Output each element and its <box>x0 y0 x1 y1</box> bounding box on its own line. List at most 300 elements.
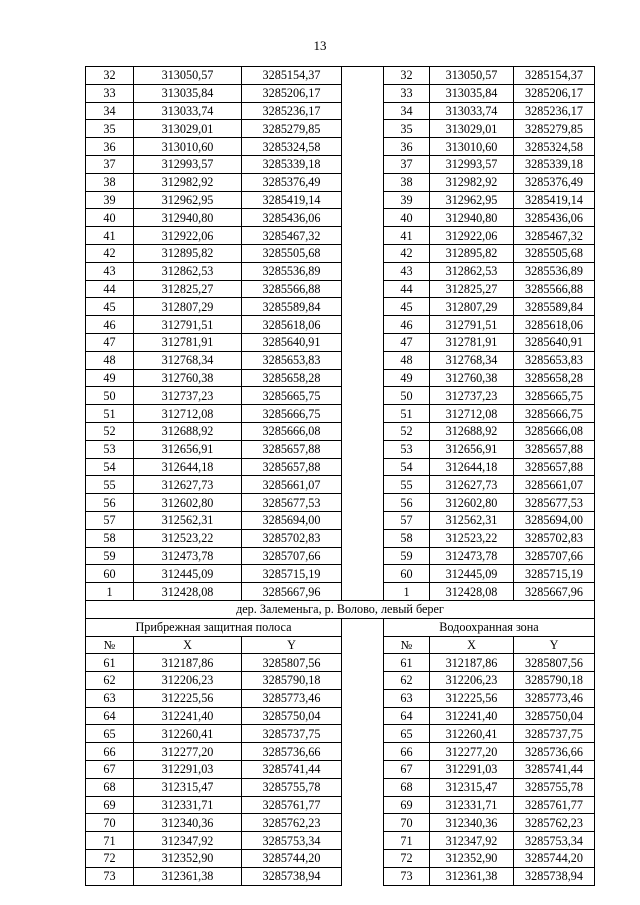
table-row <box>86 244 595 262</box>
y-cell: 3285755,78 <box>242 778 342 796</box>
table-row <box>86 565 595 583</box>
y-cell: 3285640,91 <box>514 333 595 351</box>
number-cell: 65 <box>86 725 134 743</box>
table-row <box>86 547 595 565</box>
number-cell: 36 <box>86 138 134 156</box>
y-cell: 3285741,44 <box>242 761 342 779</box>
table-row <box>86 850 595 868</box>
x-cell: 312982,92 <box>134 173 242 191</box>
x-cell: 312473,78 <box>430 547 514 565</box>
number-cell: 38 <box>86 173 134 191</box>
left-group-header: Прибрежная защитная полоса <box>86 618 342 636</box>
number-cell: 54 <box>384 458 430 476</box>
number-cell: 70 <box>86 814 134 832</box>
table-row <box>86 583 595 601</box>
table-row <box>86 796 595 814</box>
x-cell: 312445,09 <box>430 565 514 583</box>
table-row <box>86 494 595 512</box>
column-gap <box>342 636 384 654</box>
y-cell: 3285536,89 <box>242 262 342 280</box>
x-cell: 312291,03 <box>430 761 514 779</box>
y-cell: 3285744,20 <box>242 850 342 868</box>
table-row <box>86 405 595 423</box>
table-row <box>86 351 595 369</box>
number-cell: 49 <box>384 369 430 387</box>
x-cell: 312768,34 <box>134 351 242 369</box>
number-cell: 59 <box>384 547 430 565</box>
y-cell: 3285206,17 <box>242 84 342 102</box>
x-cell: 312993,57 <box>134 155 242 173</box>
table-row <box>86 316 595 334</box>
number-cell: 50 <box>86 387 134 405</box>
x-cell: 312361,38 <box>134 867 242 885</box>
y-cell: 3285737,75 <box>514 725 595 743</box>
x-header: X <box>430 636 514 654</box>
y-cell: 3285467,32 <box>242 227 342 245</box>
y-cell: 3285750,04 <box>242 707 342 725</box>
x-cell: 312347,92 <box>134 832 242 850</box>
number-cell: 44 <box>384 280 430 298</box>
x-cell: 312895,82 <box>430 244 514 262</box>
column-gap <box>342 138 384 156</box>
number-cell: 72 <box>86 850 134 868</box>
column-gap <box>342 458 384 476</box>
x-cell: 313050,57 <box>134 67 242 85</box>
x-cell: 312260,41 <box>134 725 242 743</box>
table-row <box>86 743 595 761</box>
number-cell: 56 <box>86 494 134 512</box>
table-row <box>86 476 595 494</box>
number-cell: 57 <box>86 511 134 529</box>
x-cell: 312428,08 <box>430 583 514 601</box>
number-cell: 63 <box>86 689 134 707</box>
x-cell: 312922,06 <box>134 227 242 245</box>
x-cell: 312602,80 <box>134 494 242 512</box>
number-cell: 64 <box>86 707 134 725</box>
x-cell: 312206,23 <box>430 672 514 690</box>
column-gap <box>342 689 384 707</box>
table-row <box>86 138 595 156</box>
x-cell: 312187,86 <box>430 654 514 672</box>
number-cell: 72 <box>384 850 430 868</box>
number-cell: 60 <box>384 565 430 583</box>
number-cell: 67 <box>384 761 430 779</box>
table-row <box>86 707 595 725</box>
x-cell: 312982,92 <box>430 173 514 191</box>
number-cell: 48 <box>86 351 134 369</box>
y-cell: 3285279,85 <box>242 120 342 138</box>
number-cell: 55 <box>384 476 430 494</box>
x-cell: 312781,91 <box>134 333 242 351</box>
y-cell: 3285236,17 <box>514 102 595 120</box>
column-gap <box>342 850 384 868</box>
number-cell: 35 <box>86 120 134 138</box>
x-cell: 312277,20 <box>430 743 514 761</box>
y-cell: 3285419,14 <box>242 191 342 209</box>
y-cell: 3285467,32 <box>514 227 595 245</box>
x-cell: 312688,92 <box>430 422 514 440</box>
x-cell: 312206,23 <box>134 672 242 690</box>
x-cell: 312315,47 <box>134 778 242 796</box>
x-cell: 312807,29 <box>430 298 514 316</box>
x-cell: 312962,95 <box>430 191 514 209</box>
number-cell: 33 <box>86 84 134 102</box>
y-cell: 3285761,77 <box>514 796 595 814</box>
y-cell: 3285505,68 <box>242 244 342 262</box>
x-cell: 312331,71 <box>430 796 514 814</box>
y-cell: 3285658,28 <box>242 369 342 387</box>
column-gap <box>342 369 384 387</box>
y-cell: 3285566,88 <box>242 280 342 298</box>
number-cell: 53 <box>384 440 430 458</box>
number-cell: 1 <box>86 583 134 601</box>
number-header: № <box>86 636 134 654</box>
y-cell: 3285653,83 <box>514 351 595 369</box>
table-row <box>86 761 595 779</box>
x-cell: 313033,74 <box>430 102 514 120</box>
number-cell: 59 <box>86 547 134 565</box>
y-cell: 3285618,06 <box>242 316 342 334</box>
x-cell: 312825,27 <box>134 280 242 298</box>
number-cell: 43 <box>384 262 430 280</box>
x-cell: 312781,91 <box>430 333 514 351</box>
x-cell: 312473,78 <box>134 547 242 565</box>
x-cell: 312760,38 <box>430 369 514 387</box>
column-gap <box>342 494 384 512</box>
y-cell: 3285376,49 <box>514 173 595 191</box>
number-cell: 70 <box>384 814 430 832</box>
y-cell: 3285790,18 <box>514 672 595 690</box>
x-cell: 313010,60 <box>430 138 514 156</box>
y-cell: 3285738,94 <box>514 867 595 885</box>
x-cell: 312315,47 <box>430 778 514 796</box>
table-row <box>86 120 595 138</box>
x-cell: 312760,38 <box>134 369 242 387</box>
y-cell: 3285753,34 <box>242 832 342 850</box>
x-cell: 312331,71 <box>134 796 242 814</box>
number-cell: 49 <box>86 369 134 387</box>
column-gap <box>342 227 384 245</box>
number-cell: 52 <box>384 422 430 440</box>
number-cell: 54 <box>86 458 134 476</box>
x-cell: 312862,53 <box>134 262 242 280</box>
x-cell: 312562,31 <box>430 511 514 529</box>
x-cell: 312656,91 <box>430 440 514 458</box>
y-cell: 3285640,91 <box>242 333 342 351</box>
x-cell: 312291,03 <box>134 761 242 779</box>
x-cell: 312712,08 <box>134 405 242 423</box>
column-gap <box>342 262 384 280</box>
x-cell: 312940,80 <box>430 209 514 227</box>
y-cell: 3285761,77 <box>242 796 342 814</box>
x-cell: 312791,51 <box>134 316 242 334</box>
number-cell: 63 <box>384 689 430 707</box>
number-cell: 35 <box>384 120 430 138</box>
table-row <box>86 298 595 316</box>
x-cell: 312737,23 <box>430 387 514 405</box>
column-gap <box>342 316 384 334</box>
y-cell: 3285436,06 <box>242 209 342 227</box>
number-cell: 39 <box>384 191 430 209</box>
x-cell: 312825,27 <box>430 280 514 298</box>
number-cell: 51 <box>86 405 134 423</box>
y-cell: 3285773,46 <box>514 689 595 707</box>
number-header: № <box>384 636 430 654</box>
table-row <box>86 102 595 120</box>
table-row <box>86 84 595 102</box>
number-cell: 55 <box>86 476 134 494</box>
number-cell: 48 <box>384 351 430 369</box>
y-cell: 3285154,37 <box>242 67 342 85</box>
y-cell: 3285661,07 <box>514 476 595 494</box>
number-cell: 64 <box>384 707 430 725</box>
x-cell: 312523,22 <box>134 529 242 547</box>
table-row <box>86 387 595 405</box>
number-cell: 45 <box>384 298 430 316</box>
y-cell: 3285753,34 <box>514 832 595 850</box>
y-cell: 3285589,84 <box>514 298 595 316</box>
column-gap <box>342 280 384 298</box>
x-cell: 312768,34 <box>430 351 514 369</box>
y-cell: 3285661,07 <box>242 476 342 494</box>
x-cell: 312807,29 <box>134 298 242 316</box>
column-gap <box>342 476 384 494</box>
x-cell: 312602,80 <box>430 494 514 512</box>
x-header: X <box>134 636 242 654</box>
y-cell: 3285773,46 <box>242 689 342 707</box>
number-cell: 73 <box>384 867 430 885</box>
y-cell: 3285736,66 <box>514 743 595 761</box>
y-cell: 3285736,66 <box>242 743 342 761</box>
column-gap <box>342 333 384 351</box>
column-gap <box>342 84 384 102</box>
number-cell: 62 <box>86 672 134 690</box>
number-cell: 56 <box>384 494 430 512</box>
number-cell: 52 <box>86 422 134 440</box>
table-row <box>86 155 595 173</box>
column-gap <box>342 209 384 227</box>
column-gap <box>342 120 384 138</box>
y-cell: 3285667,96 <box>514 583 595 601</box>
table-row <box>86 511 595 529</box>
y-cell: 3285376,49 <box>242 173 342 191</box>
table-row <box>86 689 595 707</box>
table-row <box>86 333 595 351</box>
number-cell: 50 <box>384 387 430 405</box>
y-cell: 3285324,58 <box>514 138 595 156</box>
x-cell: 313033,74 <box>134 102 242 120</box>
column-gap <box>342 351 384 369</box>
table-row <box>86 67 595 85</box>
x-cell: 313029,01 <box>430 120 514 138</box>
y-cell: 3285762,23 <box>514 814 595 832</box>
x-cell: 312791,51 <box>430 316 514 334</box>
y-cell: 3285657,88 <box>514 440 595 458</box>
y-cell: 3285807,56 <box>514 654 595 672</box>
column-gap <box>342 422 384 440</box>
number-cell: 44 <box>86 280 134 298</box>
y-cell: 3285657,88 <box>242 458 342 476</box>
x-cell: 312644,18 <box>134 458 242 476</box>
x-cell: 312225,56 <box>134 689 242 707</box>
x-cell: 312862,53 <box>430 262 514 280</box>
y-cell: 3285666,75 <box>514 405 595 423</box>
column-gap <box>342 298 384 316</box>
x-cell: 312922,06 <box>430 227 514 245</box>
number-cell: 33 <box>384 84 430 102</box>
number-cell: 37 <box>86 155 134 173</box>
column-gap <box>342 583 384 601</box>
number-cell: 41 <box>86 227 134 245</box>
number-cell: 58 <box>86 529 134 547</box>
number-cell: 62 <box>384 672 430 690</box>
number-cell: 69 <box>384 796 430 814</box>
x-cell: 312352,90 <box>430 850 514 868</box>
x-cell: 313010,60 <box>134 138 242 156</box>
y-cell: 3285694,00 <box>242 511 342 529</box>
number-cell: 45 <box>86 298 134 316</box>
y-cell: 3285666,75 <box>242 405 342 423</box>
table-row <box>86 369 595 387</box>
y-cell: 3285807,56 <box>242 654 342 672</box>
x-cell: 312260,41 <box>430 725 514 743</box>
column-gap <box>342 547 384 565</box>
y-cell: 3285279,85 <box>514 120 595 138</box>
number-cell: 66 <box>384 743 430 761</box>
y-cell: 3285236,17 <box>242 102 342 120</box>
x-cell: 312347,92 <box>430 832 514 850</box>
column-gap <box>342 102 384 120</box>
x-cell: 312225,56 <box>430 689 514 707</box>
number-cell: 69 <box>86 796 134 814</box>
y-cell: 3285665,75 <box>242 387 342 405</box>
table-row <box>86 725 595 743</box>
column-gap <box>342 529 384 547</box>
number-cell: 32 <box>384 67 430 85</box>
number-cell: 38 <box>384 173 430 191</box>
y-header: Y <box>514 636 595 654</box>
number-cell: 1 <box>384 583 430 601</box>
x-cell: 312688,92 <box>134 422 242 440</box>
table-row <box>86 529 595 547</box>
y-cell: 3285666,08 <box>242 422 342 440</box>
column-gap <box>342 405 384 423</box>
x-cell: 312895,82 <box>134 244 242 262</box>
y-cell: 3285339,18 <box>242 155 342 173</box>
table-row <box>86 778 595 796</box>
column-gap <box>342 867 384 885</box>
number-cell: 73 <box>86 867 134 885</box>
y-cell: 3285618,06 <box>514 316 595 334</box>
number-cell: 46 <box>384 316 430 334</box>
column-gap <box>342 778 384 796</box>
y-cell: 3285762,23 <box>242 814 342 832</box>
page-number: 13 <box>313 38 327 53</box>
y-cell: 3285505,68 <box>514 244 595 262</box>
x-cell: 312277,20 <box>134 743 242 761</box>
column-gap <box>342 796 384 814</box>
x-cell: 312523,22 <box>430 529 514 547</box>
column-gap <box>342 832 384 850</box>
x-cell: 312445,09 <box>134 565 242 583</box>
y-cell: 3285737,75 <box>242 725 342 743</box>
column-gap <box>342 155 384 173</box>
number-cell: 36 <box>384 138 430 156</box>
table-row <box>86 814 595 832</box>
y-cell: 3285658,28 <box>514 369 595 387</box>
column-gap <box>342 67 384 85</box>
column-gap <box>342 672 384 690</box>
y-cell: 3285653,83 <box>242 351 342 369</box>
number-cell: 34 <box>384 102 430 120</box>
number-cell: 39 <box>86 191 134 209</box>
table-row <box>86 262 595 280</box>
y-cell: 3285741,44 <box>514 761 595 779</box>
number-cell: 51 <box>384 405 430 423</box>
x-cell: 312644,18 <box>430 458 514 476</box>
x-cell: 313029,01 <box>134 120 242 138</box>
x-cell: 312940,80 <box>134 209 242 227</box>
y-cell: 3285677,53 <box>514 494 595 512</box>
table-row <box>86 227 595 245</box>
x-cell: 313035,84 <box>134 84 242 102</box>
column-gap <box>342 244 384 262</box>
number-cell: 60 <box>86 565 134 583</box>
x-cell: 312562,31 <box>134 511 242 529</box>
column-gap <box>342 565 384 583</box>
column-gap <box>342 761 384 779</box>
y-cell: 3285657,88 <box>514 458 595 476</box>
number-cell: 41 <box>384 227 430 245</box>
number-cell: 68 <box>384 778 430 796</box>
y-cell: 3285707,66 <box>242 547 342 565</box>
x-cell: 312737,23 <box>134 387 242 405</box>
column-gap <box>342 743 384 761</box>
y-cell: 3285339,18 <box>514 155 595 173</box>
number-cell: 61 <box>384 654 430 672</box>
table-row <box>86 280 595 298</box>
number-cell: 37 <box>384 155 430 173</box>
number-cell: 46 <box>86 316 134 334</box>
table-row <box>86 867 595 885</box>
x-cell: 312241,40 <box>134 707 242 725</box>
y-cell: 3285790,18 <box>242 672 342 690</box>
y-cell: 3285666,08 <box>514 422 595 440</box>
table-row <box>86 209 595 227</box>
number-cell: 53 <box>86 440 134 458</box>
number-cell: 47 <box>384 333 430 351</box>
x-cell: 312962,95 <box>134 191 242 209</box>
y-cell: 3285419,14 <box>514 191 595 209</box>
y-cell: 3285755,78 <box>514 778 595 796</box>
y-cell: 3285715,19 <box>514 565 595 583</box>
number-cell: 71 <box>384 832 430 850</box>
column-gap <box>342 725 384 743</box>
table-row <box>86 440 595 458</box>
x-cell: 313050,57 <box>430 67 514 85</box>
number-cell: 66 <box>86 743 134 761</box>
y-cell: 3285206,17 <box>514 84 595 102</box>
number-cell: 42 <box>384 244 430 262</box>
right-group-header: Водоохранная зона <box>384 618 595 636</box>
x-cell: 312627,73 <box>430 476 514 494</box>
column-gap <box>342 173 384 191</box>
y-cell: 3285436,06 <box>514 209 595 227</box>
column-gap <box>342 814 384 832</box>
number-cell: 42 <box>86 244 134 262</box>
y-cell: 3285536,89 <box>514 262 595 280</box>
number-cell: 57 <box>384 511 430 529</box>
